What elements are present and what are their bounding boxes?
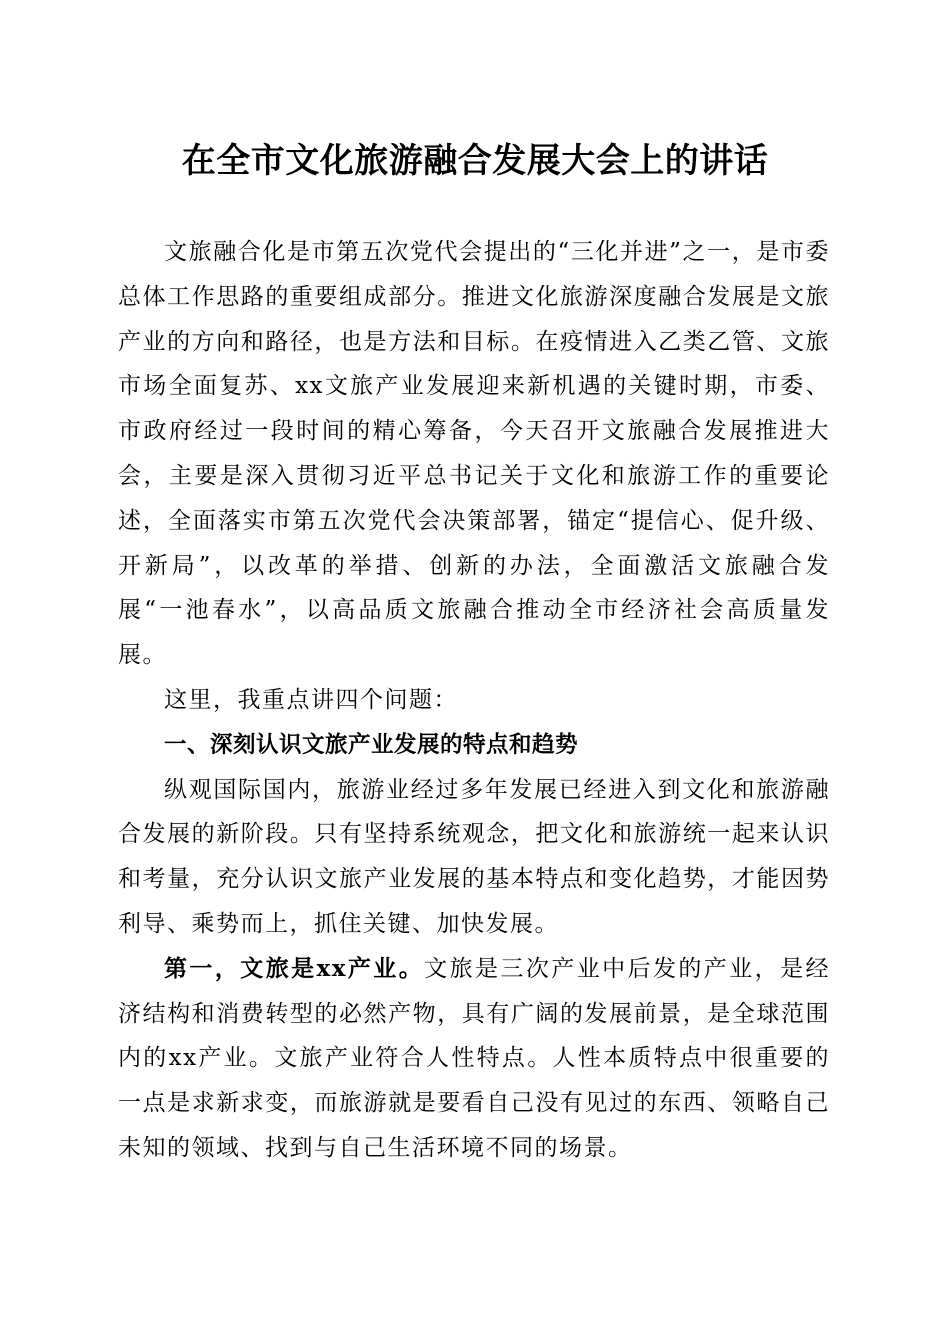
section-paragraph: 纵观国际国内，旅游业经过多年发展已经进入到文化和旅游融合发展的新阶段。只有坚持系统观念，把文化和旅游统一起来认识和考量，充分认识文旅产业发展的基本特点和变化趋势，才能因势利导、乘势而上，抓住关键、加快发展。 — [118, 776, 830, 937]
section-heading: 一、深刻认识文旅产业发展的特点和趋势 — [164, 731, 579, 758]
document-title: 在全市文化旅游融合发展大会上的讲话 — [181, 141, 769, 181]
point-text: 文旅是三次产业中后发的产业，是经济结构和消费转型的必然产物，具有广阔的发展前景，是全球范围内的xx产业。文旅产业符合人性特点。人性本质特点中很重要的一点是求新求变，而旅游就是要看自己没有见过的东西、领略自己未知的领域、找到与自己生活环境不同的场景。 — [118, 955, 830, 1161]
point-paragraph — [118, 947, 830, 1171]
intro-paragraph: 文旅融合化是市第五次党代会提出的“三化并进”之一，是市委总体工作思路的重要组成部分。推进文化旅游深度融合发展是文旅产业的方向和路径，也是方法和目标。在疫情进入乙类乙管、文旅市场全面复苏、xx文旅产业发展迎来新机遇的关键时期，市委、市政府经过一段时间的精心筹备，今天召开文旅融合发展推进大会，主要是深入贯彻习近平总书记关于文化和旅游工作的重要论述，全面落实市第五次党代会决策部署，锚定“提信心、促升级、开新局”，以改革的举措、创新的办法，全面激活文旅融合发展“一池春水”，以高品质文旅融合推动全市经济社会高质量发展。 — [118, 239, 830, 669]
point-lead: 第一，文旅是xx产业。 — [164, 954, 425, 982]
document-body — [118, 230, 830, 1171]
agenda-paragraph: 这里，我重点讲四个问题： — [164, 686, 458, 713]
